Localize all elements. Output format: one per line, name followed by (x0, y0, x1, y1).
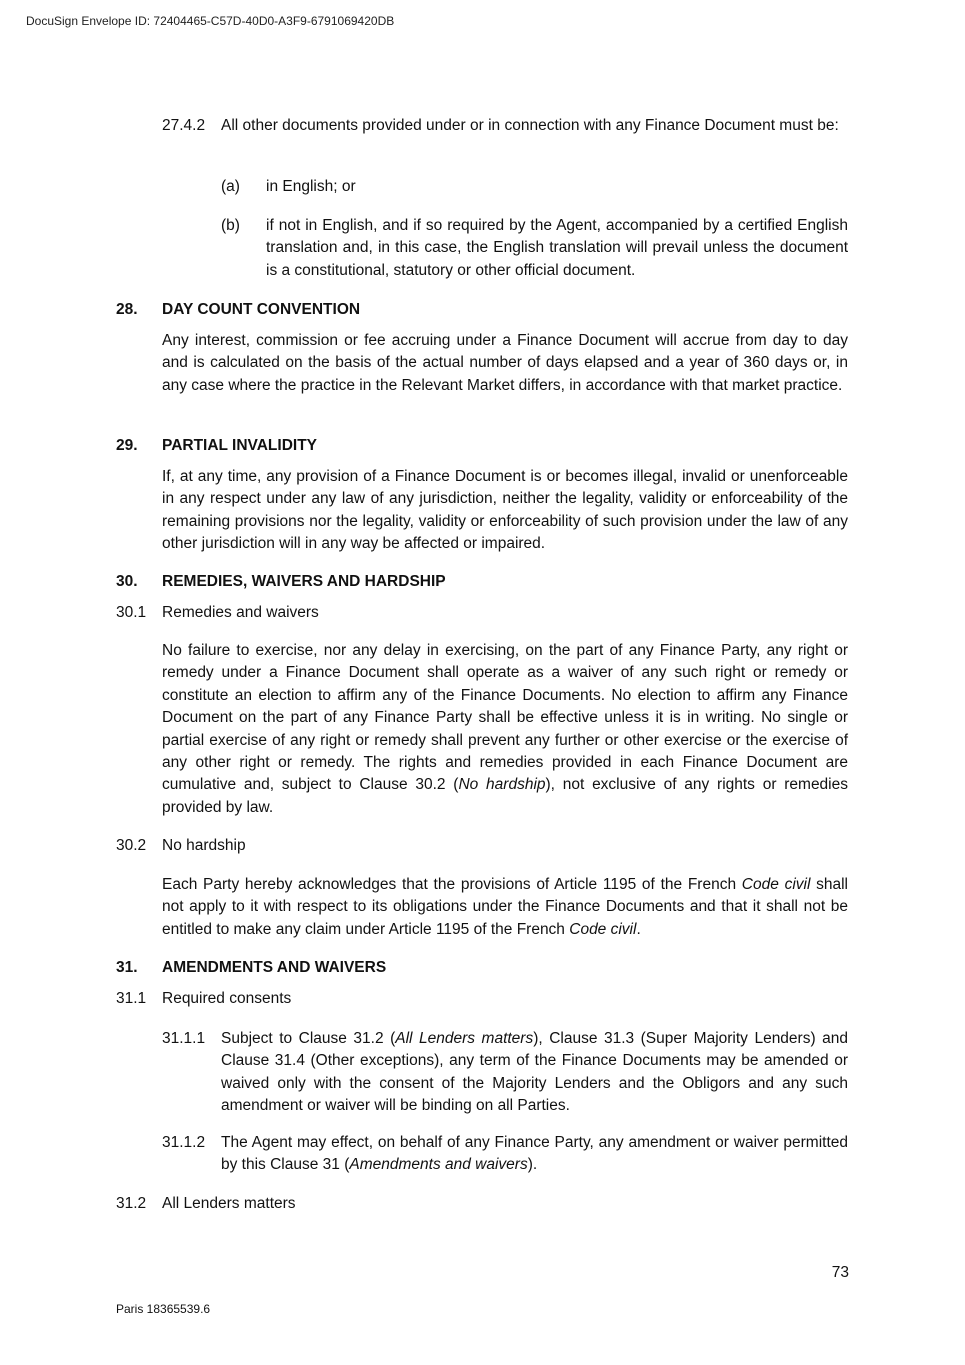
clause-text: The Agent may effect, on behalf of any Finance Party, any amendment or waiver permitted by this Clause 31 (Amendments and waivers). (221, 1134, 848, 1174)
subsection-text: Each Party hereby acknowledges that the provisions of Article 1195 of the French Code civil shall not apply to it with respect to its obligations under the Finance Documents and that it shall not be entitled to make any claim under Article 1195 of the French Code civil. (162, 876, 848, 938)
section-number: 29. (116, 437, 138, 454)
item-text: in English; or (266, 178, 356, 195)
document-reference: Paris 18365539.6 (116, 1302, 211, 1316)
section-title: AMENDMENTS AND WAIVERS (162, 959, 387, 976)
item-label: (b) (221, 217, 240, 234)
clause-number: 31.1.2 (162, 1134, 206, 1151)
clause-number: 31.1.1 (162, 1030, 206, 1047)
subsection-text: No failure to exercise, nor any delay in exercising, on the part of any Finance Party, any right or remedy under a Finance Document shall operate as a waiver of any such right or remedy or constitute an election to affirm any of the Finance Documents. No election to affirm any Finance Document on the part of any Finance Party shall be effective unless it is in writing. No single or partial exercise of any right or remedy shall prevent any further or other exercise or the exercise of any other right or remedy. The rights and remedies provided in each Finance Document are cumulative and, subject to Clause 30.2 (No hardship), not exclusive of any rights or remedies provided by law. (162, 642, 848, 816)
section-title: DAY COUNT CONVENTION (162, 301, 361, 318)
clause-text: Subject to Clause 31.2 (All Lenders matters), Clause 31.3 (Super Majority Lenders) and Clause 31.4 (Other exceptions), any term of the Finance Documents may be amended or waived only with the consent of the Majority Lenders and the Obligors and any such amendment or waiver will be binding on all Parties. (221, 1030, 848, 1115)
envelope-id: DocuSign Envelope ID: 72404465-C57D-40D0-A3F9-6791069420DB (26, 14, 395, 28)
section-number: 30. (116, 573, 138, 590)
section-title: PARTIAL INVALIDITY (162, 437, 317, 454)
clause-text: All other documents provided under or in connection with any Finance Document must be: (221, 117, 839, 134)
clause-number: 27.4.2 (162, 117, 206, 134)
section-text: Any interest, commission or fee accruing under a Finance Document will accrue from day to day and is calculated on the basis of the actual number of days elapsed and a year of 360 days or, in any case where the practice in the Relevant Market differs, in accordance with that market practice. (162, 332, 848, 394)
item-label: (a) (221, 178, 240, 195)
section-title: REMEDIES, WAIVERS AND HARDSHIP (162, 573, 446, 590)
subsection-number: 31.1 (116, 990, 147, 1007)
section-number: 31. (116, 959, 138, 976)
subsection-number: 31.2 (116, 1195, 147, 1212)
subsection-title: Required consents (162, 990, 292, 1007)
section-number: 28. (116, 301, 138, 318)
item-text: if not in English, and if so required by the Agent, accompanied by a certified English translation and, in this case, the English translation will prevail unless the document is a constitutional, statutory or other official document. (266, 217, 848, 279)
subsection-number: 30.2 (116, 837, 147, 854)
subsection-number: 30.1 (116, 604, 147, 621)
subsection-title: All Lenders matters (162, 1195, 296, 1212)
subsection-title: Remedies and waivers (162, 604, 319, 621)
page-number: 73 (831, 1264, 849, 1281)
subsection-title: No hardship (162, 837, 246, 854)
section-text: If, at any time, any provision of a Finance Document is or becomes illegal, invalid or unenforceable in any respect under any law of any jurisdiction, neither the legality, validity or enforceability of the remaining provisions nor the legality, validity or enforceability of such provision under the law of any other jurisdiction will in any way be affected or impaired. (162, 468, 848, 553)
